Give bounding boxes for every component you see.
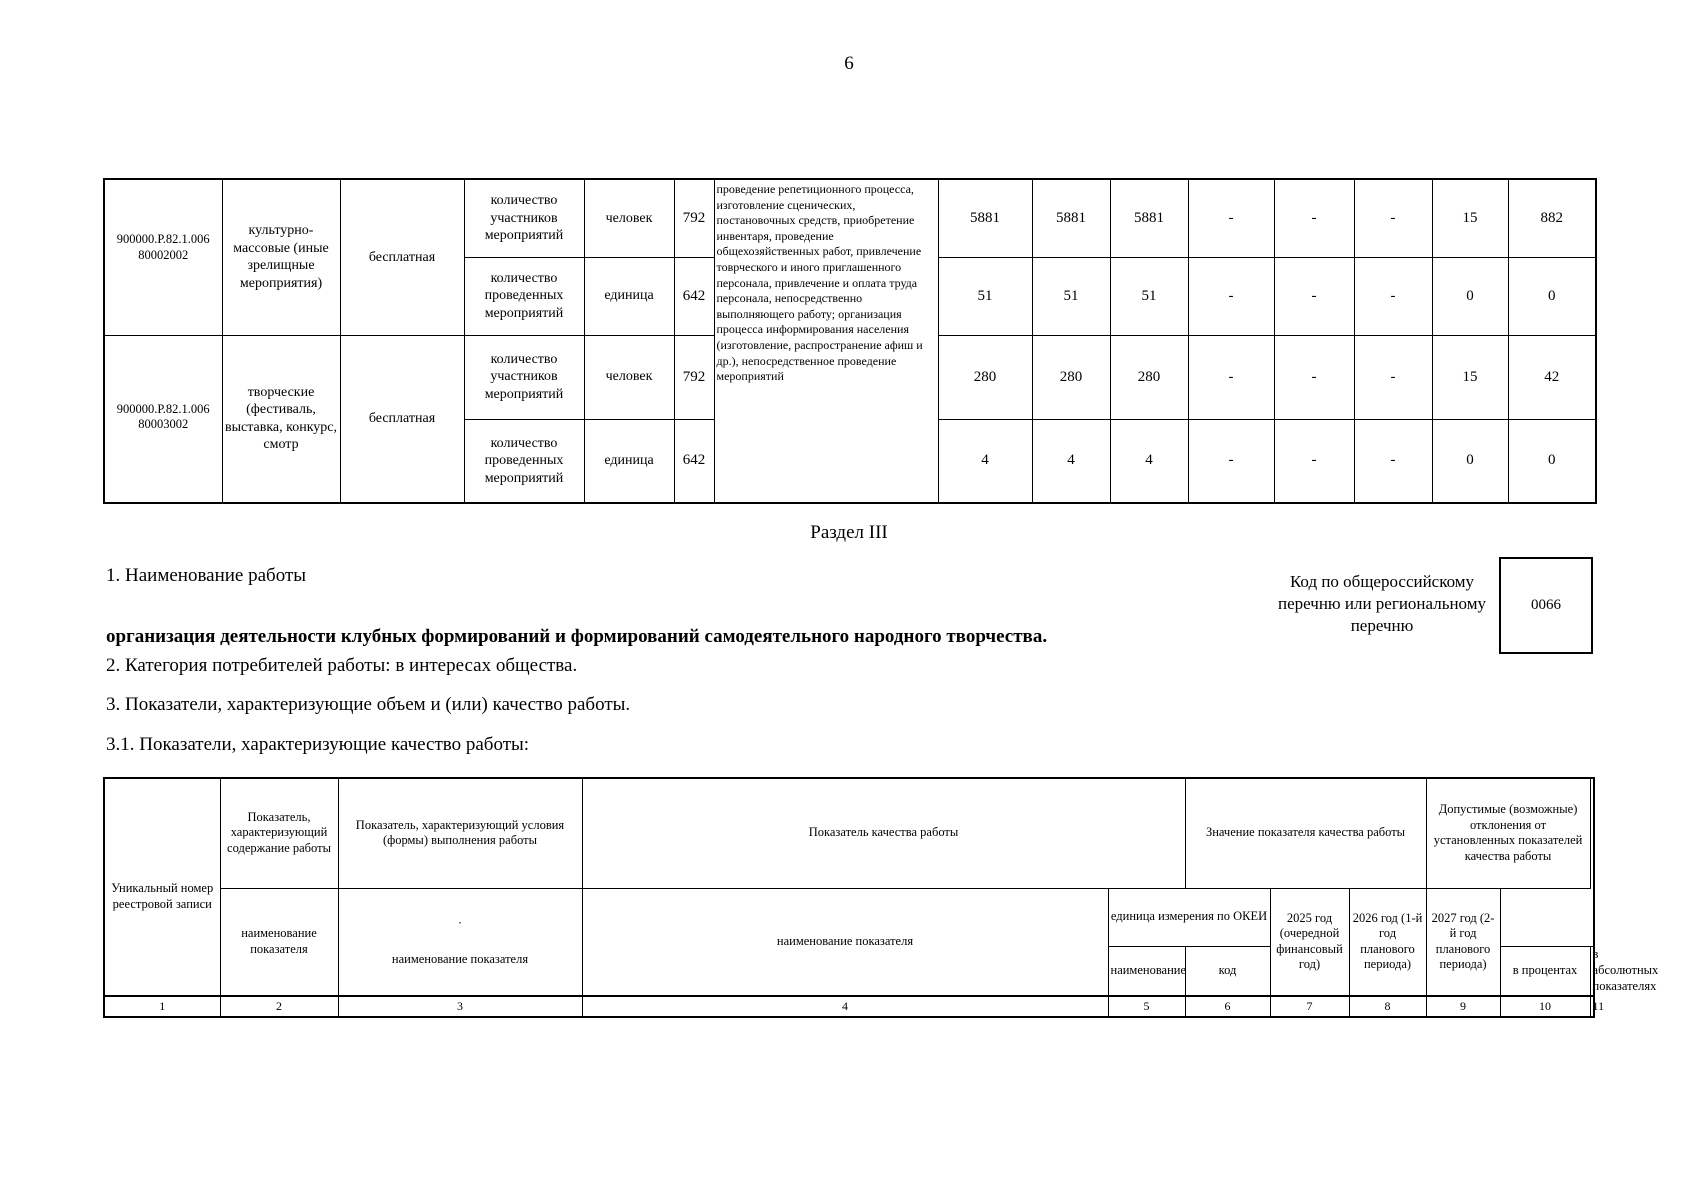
content-indicator: творческие (фестиваль, выставка, конкурс, смотр [222,335,340,503]
unit-name: единица [584,257,674,335]
header-unit-okei: единица измерения по ОКЕИ [1108,888,1270,946]
unit-name: человек [584,179,674,257]
okei-code: 792 [674,179,714,257]
okei-code: 642 [674,419,714,503]
price-2025: - [1188,335,1274,419]
col-number: 3 [338,996,582,1017]
unit-name: человек [584,335,674,419]
value-2026: 4 [1032,419,1110,503]
col-number: 6 [1185,996,1270,1017]
header-unit-name: наименование [1108,946,1185,996]
col-number: 11 [1590,996,1594,1017]
deviation-abs: 0 [1508,419,1596,503]
value-2025: 280 [938,335,1032,419]
header-unit-code: код [1185,946,1270,996]
col-number: 10 [1500,996,1590,1017]
code-label: Код по общероссийскому перечню или региональному перечню [1278,572,1486,636]
header-name-indicator: наименование показателя [582,888,1108,996]
price-2025: - [1188,257,1274,335]
header-2027: 2027 год (2-й год планового периода) [1426,888,1500,996]
header-pct: в процентах [1500,946,1590,996]
header-dot: · [457,916,463,931]
value-2027: 280 [1110,335,1188,419]
consumers: 2. Категория потребителей работы: в интересах общества. [106,655,578,676]
deviation-abs: 0 [1508,257,1596,335]
col-number: 1 [104,996,220,1017]
price-2027: - [1354,257,1432,335]
code-value: 0066 [1531,597,1561,613]
header-quality: Показатель качества работы [582,778,1185,888]
value-2026: 5881 [1032,179,1110,257]
quality-table [103,777,1659,1018]
value-2025: 51 [938,257,1032,335]
price-2026: - [1274,419,1354,503]
header-abs: в абсолютных показателях [1590,946,1594,996]
header-condition: Показатель, характеризующий условия (формы) выполнения работы [338,778,582,888]
quality-title: 3.1. Показатели, характеризующие качество работы: [106,734,530,755]
value-2026: 51 [1032,257,1110,335]
condition-indicator: бесплатная [340,335,464,503]
header-2025: 2025 год (очередной финансовый год) [1270,888,1349,996]
price-2027: - [1354,419,1432,503]
indicators-title: 3. Показатели, характеризующие объем и (или) качество работы. [106,694,631,715]
deviation-pct: 0 [1432,419,1508,503]
code-value-box [1499,557,1593,654]
registry-code: 900000.Р.82.1.006 80003002 [104,335,222,503]
okei-code: 642 [674,257,714,335]
value-2027: 4 [1110,419,1188,503]
page-number: 6 [844,53,854,74]
value-2027: 51 [1110,257,1188,335]
work-name-label: 1. Наименование работы [106,565,307,586]
indicator-name: количество проведенных мероприятий [464,419,584,503]
indicator-name: количество участников мероприятий [464,179,584,257]
price-2025: - [1188,419,1274,503]
header-2026: 2026 год (1-й год планового периода) [1349,888,1426,996]
col-number: 5 [1108,996,1185,1017]
price-2026: - [1274,257,1354,335]
condition-indicator: бесплатная [340,179,464,335]
col-number: 8 [1349,996,1426,1017]
col-number: 7 [1270,996,1349,1017]
deviation-pct: 15 [1432,179,1508,257]
price-2027: - [1354,179,1432,257]
work-description: проведение репетиционного процесса, изготовление сценических, постановочных средств, приобретение инвентаря, проведение общехозяйственных работ, привлечение товрческого и иного приглашенного персонала, привлечение и оплата труда персонала, непосредственно выполняющего работу; организация процесса информирования населения (изготовление, распространение афиш и др.), непосредственное проведение мероприятий [714,179,938,503]
value-2025: 5881 [938,179,1032,257]
header-content: Показатель, характеризующий содержание работы [220,778,338,888]
section-title: Раздел III [810,522,888,543]
header-deviation: Допустимые (возможные) отклонения от установленных показателей качества работы [1426,778,1590,888]
value-2027: 5881 [1110,179,1188,257]
indicator-name: количество участников мероприятий [464,335,584,419]
deviation-abs: 882 [1508,179,1596,257]
registry-code: 900000.Р.82.1.006 80002002 [104,179,222,335]
price-2025: - [1188,179,1274,257]
value-2026: 280 [1032,335,1110,419]
price-2026: - [1274,335,1354,419]
col-number: 4 [582,996,1108,1017]
deviation-pct: 0 [1432,257,1508,335]
col-number: 9 [1426,996,1500,1017]
header-unique-number: Уникальный номер реестровой записи [104,778,220,996]
okei-code: 792 [674,335,714,419]
header-name-indicator-text: наименование показателя [391,951,529,966]
header-name-indicator: наименование показателя [220,888,338,996]
work-name: организация деятельности клубных формирований и формирований самодеятельного народного творчества. [106,626,1048,647]
col-number: 2 [220,996,338,1017]
volume-table [103,178,1597,504]
content-indicator: культурно-массовые (иные зрелищные мероприятия) [222,179,340,335]
unit-name: единица [584,419,674,503]
value-2025: 4 [938,419,1032,503]
deviation-pct: 15 [1432,335,1508,419]
price-2026: - [1274,179,1354,257]
price-2027: - [1354,335,1432,419]
deviation-abs: 42 [1508,335,1596,419]
indicator-name: количество проведенных мероприятий [464,257,584,335]
header-value: Значение показателя качества работы [1185,778,1426,888]
header-name-indicator [338,888,582,996]
